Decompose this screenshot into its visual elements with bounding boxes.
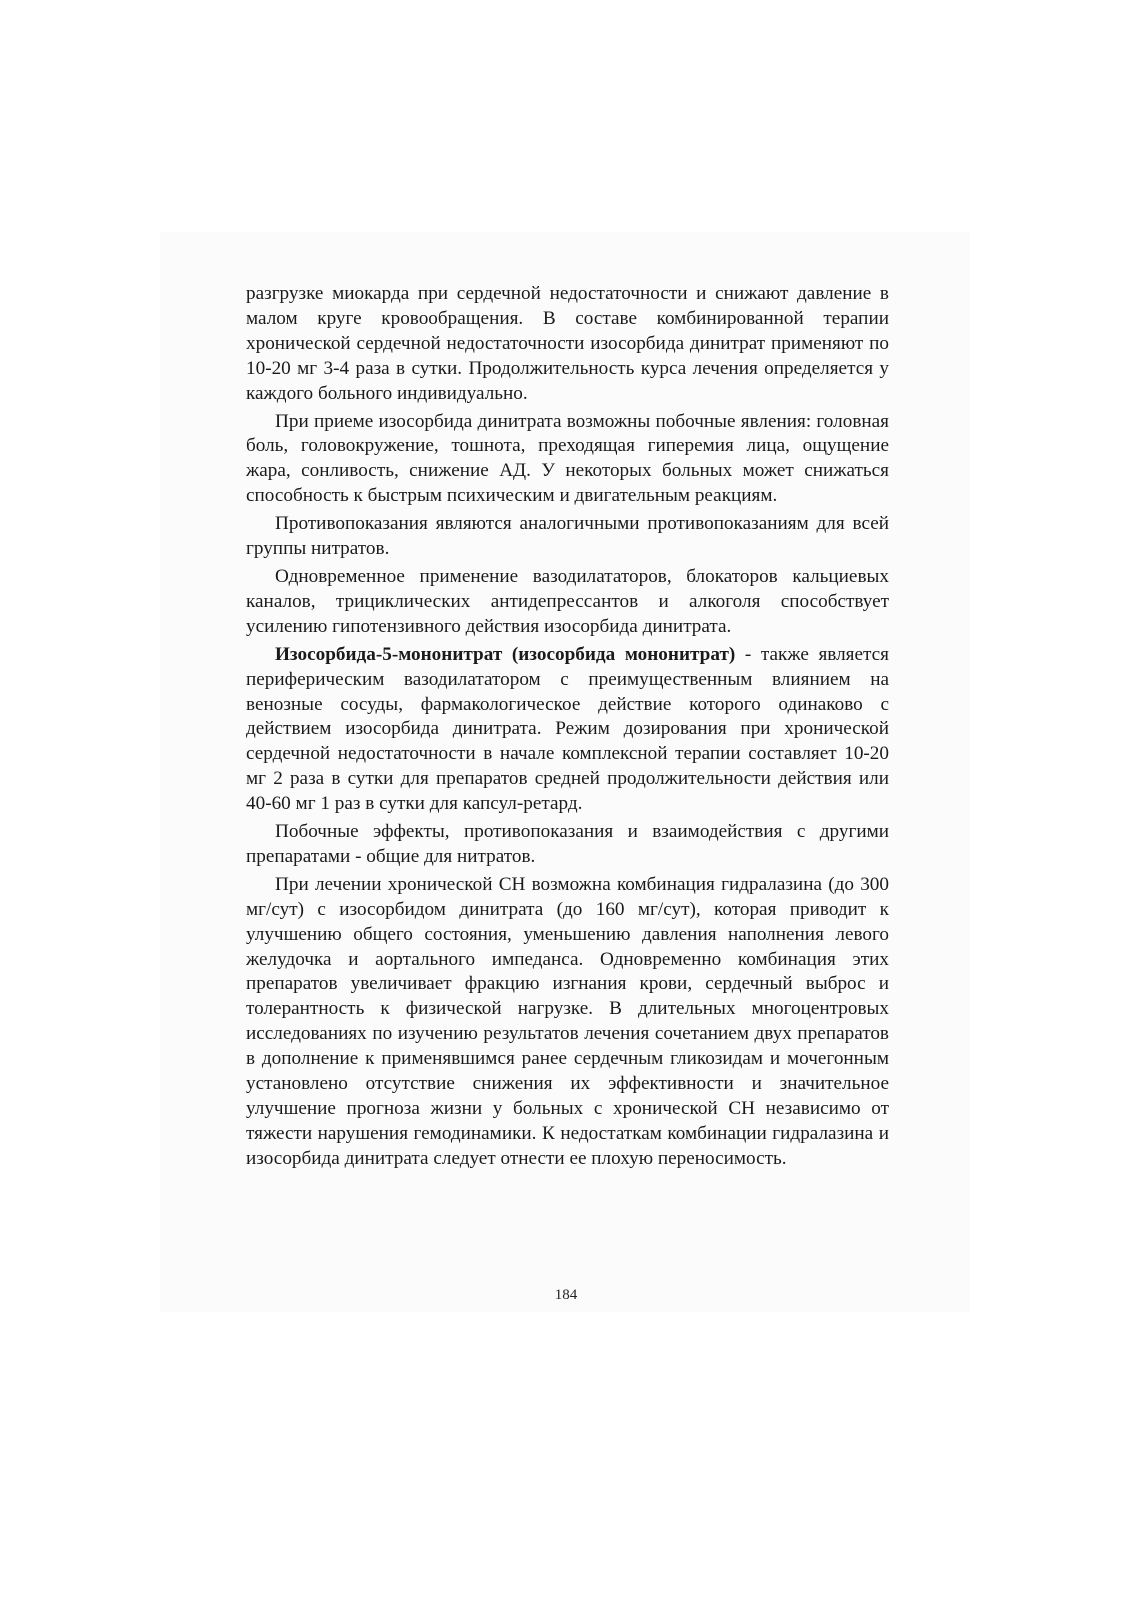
paragraph-1: разгрузке миокарда при сердечной недостаточности и снижают давление в малом круге кровообращения. В составе комбинированной терапии хронической сердечной недостаточности изосорбида динитрат применяют по 10-20 мг 3-4 раза в сутки. Продолжительность курса лечения определяется у каждого больного индивидуально.	[246, 283, 889, 404]
paragraph-6: Побочные эффекты, противопоказания и взаимодействия с другими препаратами - общие для нитратов.	[246, 821, 889, 867]
paragraph-5-text: - также является периферическим вазодилататором с преимущественным влиянием на венозные сосуды, фармакологическое действие которого одинаково с действием изосорбида динитрата. Режим дозирования при хронической сердечной недостаточности в начале комплексной терапии составляет 10-20 мг 2 раза в сутки для препаратов средней продолжительности действия или 40-60 мг 1 раз в сутки для капсул-ретард.	[246, 643, 889, 815]
page-number: 184	[554, 1287, 578, 1303]
paragraph-4: Одновременное применение вазодилататоров, блокаторов кальциевых каналов, трициклических антидепрессантов и алкоголя способствует усилению гипотензивного действия изосорбида динитрата.	[246, 565, 889, 637]
paragraph-5	[246, 643, 889, 817]
paragraph-2: При приеме изосорбида динитрата возможны побочные явления: головная боль, головокружение, тошнота, преходящая гиперемия лица, ощущение жара, сонливость, снижение АД. У некоторых больных может снижаться способность к быстрым психическим и двигательным реакциям.	[246, 410, 889, 507]
paragraph-7: При лечении хронической СН возможна комбинация гидралазина (до 300 мг/сут) с изосорбидом динитрата (до 160 мг/сут), которая приводит к улучшению общего состояния, уменьшению давления наполнения левого желудочка и аортального импеданса. Одновременно комбинация этих препаратов увеличивает фракцию изгнания крови, сердечный выброс и толерантность к физической нагрузке. В длительных многоцентровых исследованиях по изучению результатов лечения сочетанием двух препаратов в дополнение к применявшимся ранее сердечным гликозидам и мочегонным установлено отсутствие снижения их эффективности и значительное улучшение прогноза жизни у больных с хронической СН независимо от тяжести нарушения гемодинамики. К недостаткам комбинации гидралазина и изосорбида динитрата следует отнести ее плохую переносимость.	[246, 873, 889, 1169]
paragraph-3: Противопоказания являются аналогичными противопоказаниям для всей группы нитратов.	[246, 513, 889, 560]
body-text	[246, 282, 889, 1172]
drug-name-term: Изосорбида-5-мононитрат (изосорбида мононитрат)	[275, 643, 736, 665]
